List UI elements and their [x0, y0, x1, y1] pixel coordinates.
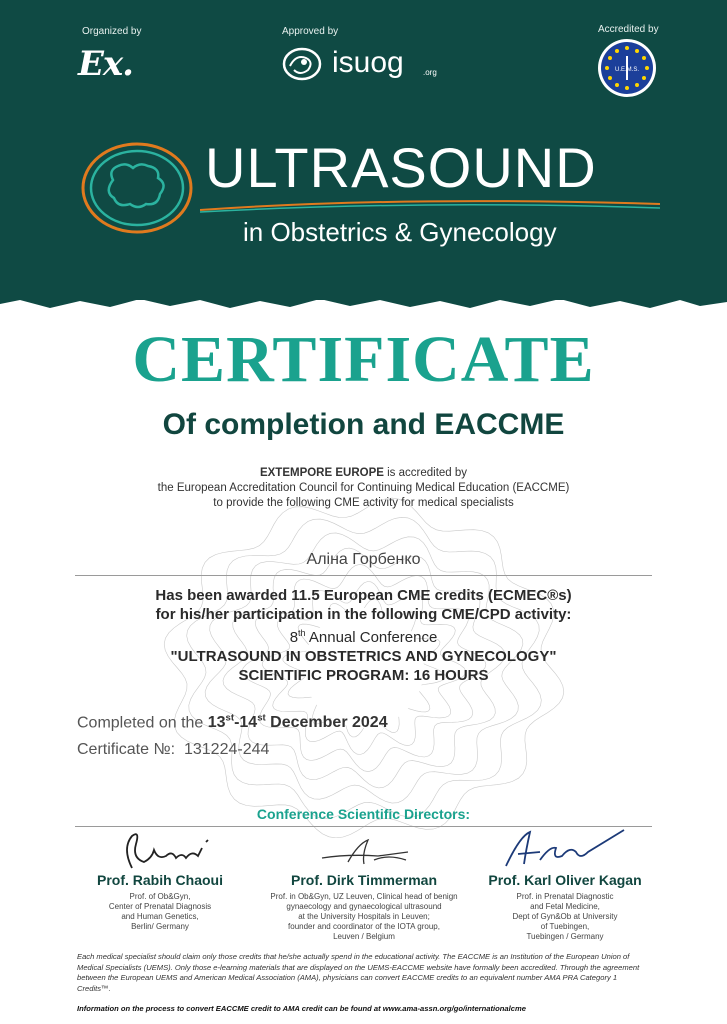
desc-line: of Tuebingen, — [540, 922, 590, 931]
desc-line: Prof. in Ob&Gyn, UZ Leuven, Clinical head of benign — [270, 892, 458, 901]
signature-chaoui — [118, 828, 228, 874]
accreditation-line1: is accredited by — [383, 467, 468, 479]
isuog-emblem-icon — [280, 46, 328, 82]
director-description — [80, 892, 240, 932]
director-description — [254, 892, 474, 942]
certificate-title: CERTIFICATE — [132, 323, 595, 396]
brain-ultrasound-icon — [78, 140, 196, 236]
desc-line: Prof. of Ob&Gyn, — [129, 892, 191, 901]
director-name: Prof. Rabih Chaoui — [97, 872, 223, 888]
approved-label: Approved by — [282, 26, 339, 37]
event-subtitle: in Obstetrics & Gynecology — [243, 217, 557, 247]
awarded-line2: for his/her participation in the following CME/CPD activity: — [155, 606, 572, 623]
desc-line: Tuebingen / Germany — [526, 932, 604, 941]
director-name: Prof. Dirk Timmerman — [290, 872, 437, 888]
date-suffix2: st — [257, 713, 266, 724]
conference-title: "ULTRASOUND IN OBSTETRICS AND GYNECOLOGY" — [170, 648, 557, 665]
awarded-line1: Has been awarded 11.5 European CME credits (ECMEC®s) — [155, 587, 572, 604]
certificate-subtitle: Of completion and EACCME — [162, 408, 565, 441]
signature-timmerman — [318, 834, 418, 870]
conference-ordinal: th — [298, 628, 306, 638]
desc-line: and Human Genetics, — [121, 912, 199, 921]
desc-line: Center of Prenatal Diagnosis — [108, 902, 212, 911]
desc-line: at the University Hospitals in Leuven; — [298, 912, 430, 921]
desc-line: founder and coordinator of the IOTA group, — [288, 922, 440, 931]
award-statement — [0, 586, 727, 685]
uems-logo-icon — [597, 38, 657, 98]
signature-kagan — [500, 826, 630, 874]
extempore-logo: Ex. — [78, 44, 134, 84]
date-suffix1: st — [225, 713, 235, 724]
accreditation-org: EXTEMPORE EUROPE — [259, 467, 384, 479]
organized-label: Organized by — [82, 26, 142, 37]
conference-number: 8 — [289, 629, 299, 646]
certificate-number — [77, 741, 269, 759]
accredited-label: Accredited by — [598, 24, 659, 35]
director-description — [470, 892, 660, 942]
completion-date — [77, 713, 388, 732]
name-divider — [75, 575, 652, 576]
isuog-logo: isuog — [332, 46, 404, 79]
date-day2: -14 — [234, 714, 258, 732]
event-title: ULTRASOUND — [205, 136, 597, 199]
recipient-name: Аліна Горбенко — [306, 551, 421, 568]
desc-line: gynaecology and gynaecological ultrasound — [286, 902, 442, 911]
scientific-program: SCIENTIFIC PROGRAM: 16 HOURS — [238, 667, 489, 684]
uems-logo-text: U.E.M.S. — [614, 67, 640, 73]
desc-line: and Fetal Medicine, — [530, 902, 600, 911]
ama-conversion-info: Information on the process to convert EACCME credit to AMA credit can be found at www.ama-assn.org/go/internationalcme — [77, 1004, 526, 1013]
director-name: Prof. Karl Oliver Kagan — [488, 872, 642, 888]
director-kagan — [470, 872, 660, 942]
accreditation-line2: the European Accreditation Council for Continuing Medical Education (EACCME) — [157, 482, 570, 494]
director-timmerman — [254, 872, 474, 942]
eaccme-disclaimer: Each medical specialist should claim only those credits that he/she actually spend in the educational activity. The EACCME is an Institution of the European Union of Medical Specialists (UEMS). Only those e-learning materials that are displayed on the UEMS-EACCME website have formally been accredited. Through the agreement between the European UEMS and American Medical Association (AMA), physicians can convert EACCME credits to an equivalent number AMA PRA Category 1 Credits™. — [77, 952, 640, 993]
desc-line: Leuven / Belgium — [333, 932, 395, 941]
date-day1: 13 — [207, 714, 226, 732]
isuog-org-suffix: .org — [423, 68, 437, 77]
cert-no-value: 131224-244 — [183, 741, 270, 758]
header-banner — [0, 0, 727, 300]
desc-line: Berlin/ Germany — [131, 922, 189, 931]
completed-label: Completed on the — [77, 714, 208, 732]
date-month-year: December 2024 — [265, 714, 388, 732]
director-chaoui — [80, 872, 240, 932]
desc-line: Dept of Gyn&Ob at University — [512, 912, 618, 921]
accreditation-statement — [0, 466, 727, 511]
desc-line: Prof. in Prenatal Diagnostic — [516, 892, 614, 901]
cert-no-label: Certificate №: — [77, 741, 176, 758]
directors-heading: Conference Scientific Directors: — [256, 806, 471, 822]
torn-paper-edge — [0, 288, 727, 318]
conference-text: Annual Conference — [305, 629, 438, 646]
title-swoosh — [200, 198, 660, 214]
accreditation-line3: to provide the following CME activity for medical specialists — [213, 497, 514, 509]
